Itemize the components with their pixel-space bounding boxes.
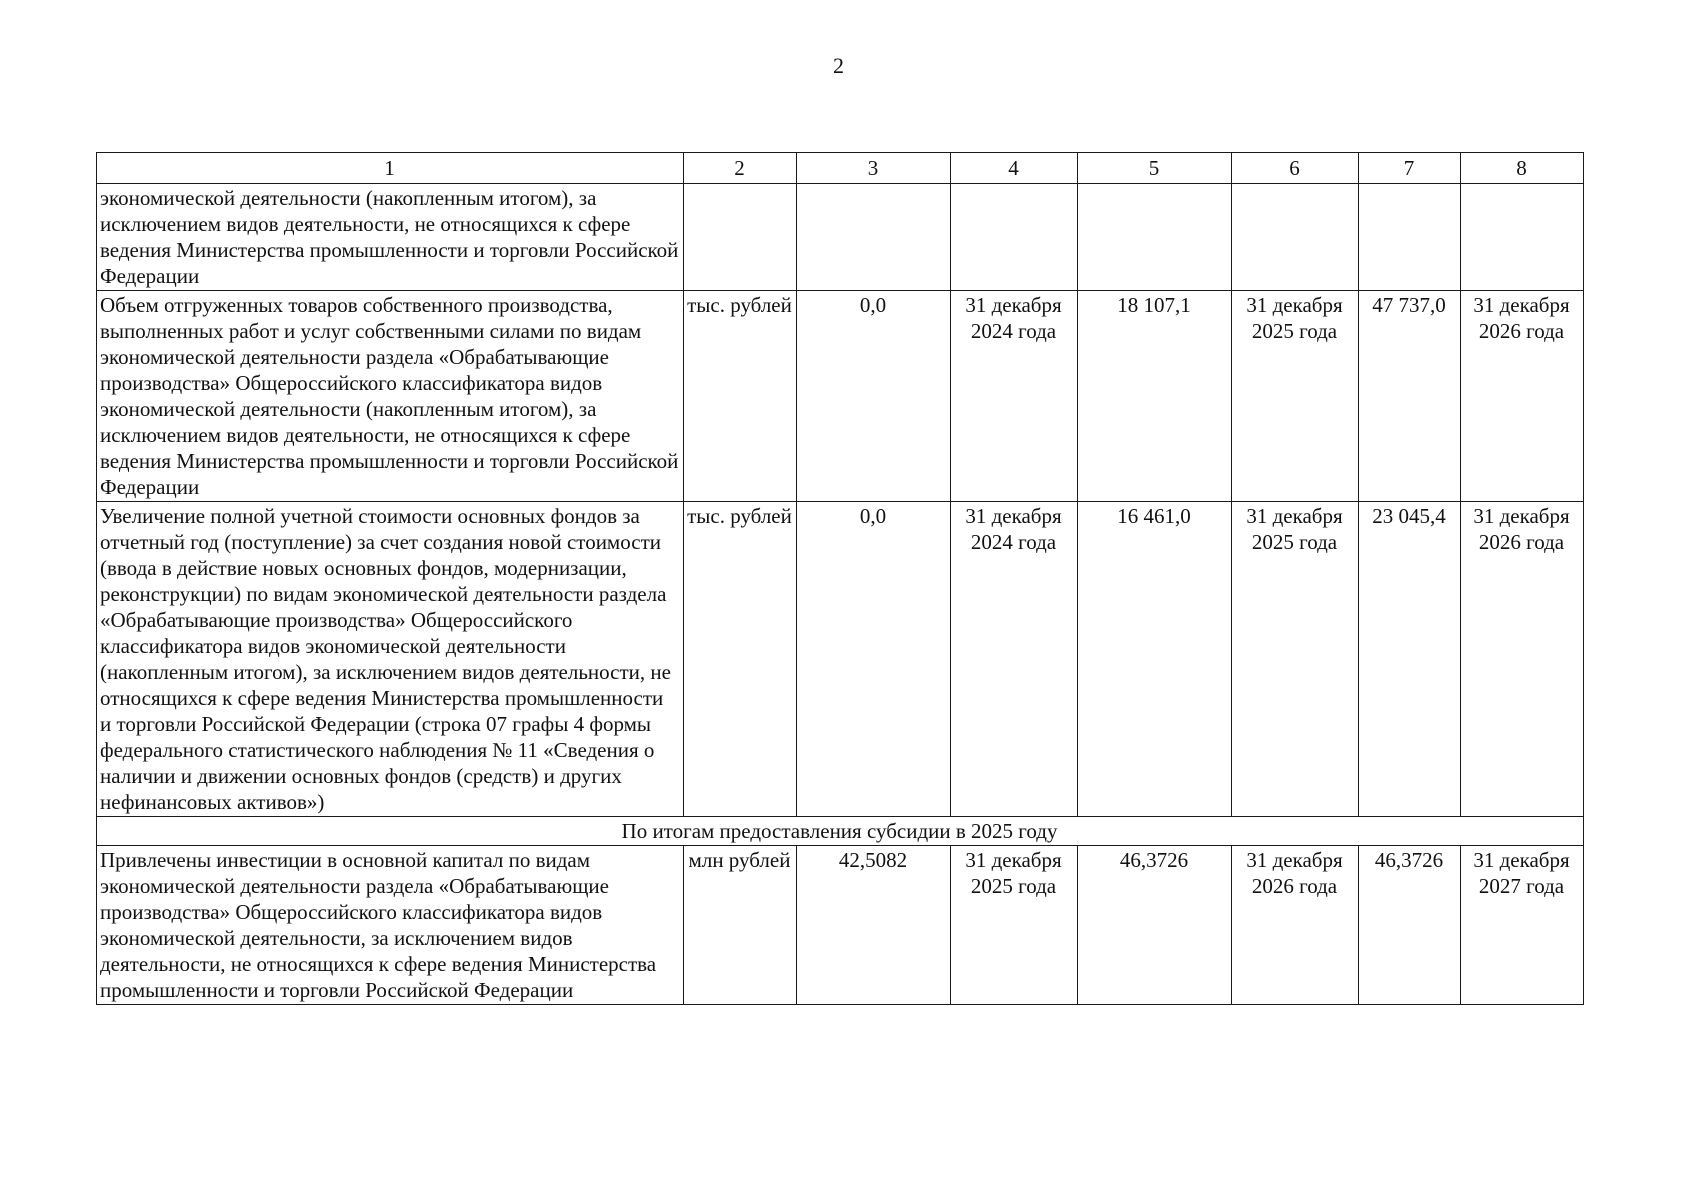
indicator-unit [684,184,797,291]
target-date-1: 31 декабря 2025 года [1232,291,1359,502]
indicator-description: Объем отгруженных товаров собственного производства, выполненных работ и услуг собственными силами по видам экономической деятельности раздела «Обрабатывающие производства» Общероссийского классификатора видов экономической деятельности (накопленным итогом), за исключением видов деятельности, не относящихся к сфере ведения Министерства промышленности и торговли Российской Федерации [97,291,684,502]
section-title: По итогам предоставления субсидии в 2025 году [97,817,1584,846]
base-value: 0,0 [797,291,951,502]
column-header-6: 6 [1232,153,1359,184]
base-value: 42,5082 [797,846,951,1005]
column-header-5: 5 [1078,153,1232,184]
base-date: 31 декабря 2025 года [951,846,1078,1005]
target-date-1: 31 декабря 2025 года [1232,502,1359,817]
page-number-text: 2 [833,53,844,78]
target-value-1: 46,3726 [1078,846,1232,1005]
base-value [797,184,951,291]
target-value-1 [1078,184,1232,291]
indicator-unit: млн рублей [684,846,797,1005]
base-date: 31 декабря 2024 года [951,502,1078,817]
column-header-8: 8 [1461,153,1584,184]
target-date-1 [1232,184,1359,291]
target-value-2: 23 045,4 [1359,502,1461,817]
page-number [0,53,1693,79]
indicator-unit: тыс. рублей [684,291,797,502]
base-value: 0,0 [797,502,951,817]
indicator-unit: тыс. рублей [684,502,797,817]
column-header-3: 3 [797,153,951,184]
table-row [97,291,1584,502]
target-date-1: 31 декабря 2026 года [1232,846,1359,1005]
table-row [97,184,1584,291]
indicator-description: Увеличение полной учетной стоимости основных фондов за отчетный год (поступление) за счет создания новой стоимости (ввода в действие новых основных фондов, модернизации, реконструкции) по видам экономической деятельности раздела «Обрабатывающие производства» Общероссийского классификатора видов экономической деятельности (накопленным итогом), за исключением видов деятельности, не относящихся к сфере ведения Министерства промышленности и торговли Российской Федерации (строка 07 графы 4 формы федерального статистического наблюдения № 11 «Сведения о наличии и движении основных фондов (средств) и других нефинансовых активов») [97,502,684,817]
indicator-description: экономической деятельности (накопленным итогом), за исключением видов деятельности, не относящихся к сфере ведения Министерства промышленности и торговли Российской Федерации [97,184,684,291]
table-row [97,846,1584,1005]
section-row [97,817,1584,846]
target-value-1: 16 461,0 [1078,502,1232,817]
column-header-4: 4 [951,153,1078,184]
target-date-2: 31 декабря 2026 года [1461,291,1584,502]
indicators-table [96,152,1584,1005]
column-header-2: 2 [684,153,797,184]
target-value-2 [1359,184,1461,291]
target-date-2: 31 декабря 2026 года [1461,502,1584,817]
base-date [951,184,1078,291]
target-date-2 [1461,184,1584,291]
column-header-7: 7 [1359,153,1461,184]
column-header-1: 1 [97,153,684,184]
target-value-2: 46,3726 [1359,846,1461,1005]
target-date-2: 31 декабря 2027 года [1461,846,1584,1005]
target-value-1: 18 107,1 [1078,291,1232,502]
table-header-row [97,153,1584,184]
table-row [97,502,1584,817]
target-value-2: 47 737,0 [1359,291,1461,502]
base-date: 31 декабря 2024 года [951,291,1078,502]
indicator-description: Привлечены инвестиции в основной капитал по видам экономической деятельности раздела «Обрабатывающие производства» Общероссийского классификатора видов экономической деятельности, за исключением видов деятельности, не относящихся к сфере ведения Министерства промышленности и торговли Российской Федерации [97,846,684,1005]
